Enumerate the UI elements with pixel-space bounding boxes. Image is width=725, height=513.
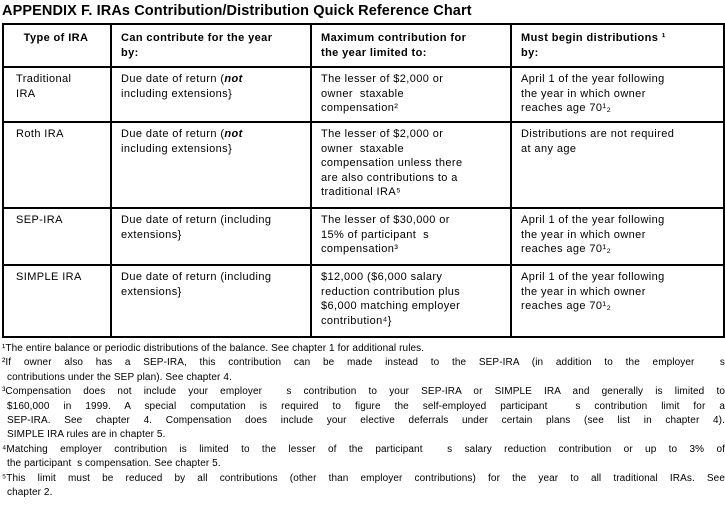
text-line: extensions} [121,228,182,241]
text-line: Roth IRA [16,128,64,140]
cell-ira-type [3,122,111,208]
text-line: including extensions} [121,142,233,155]
text-line: the participant s compensation. See chapter 5. [7,458,221,470]
text-line: Can contribute for the year [121,32,273,44]
footnote [2,342,725,356]
text-line: chapter 2. [7,487,53,499]
text-line: ⁵This limit must be reduced by all contributions (other than employer contributions) for the year to all traditional IRAs. See [2,472,725,484]
cell-ira-type [3,208,111,265]
text-line: by: [521,46,539,59]
cell-distributions [511,265,724,337]
text-line: are also contributions to a [321,171,458,184]
text-line: April 1 of the year following [521,214,665,226]
text-line: traditional IRA⁵ [321,186,402,198]
text-line [121,270,304,285]
cell-maximum-contribution [311,208,511,265]
header-can-contribute [111,24,311,67]
text-line: contribution⁴} [321,314,392,327]
text-line: $6,000 matching employer [321,300,461,312]
text-line: $160,000 in 1999. A special computation is required to figure the self-employed participant s contribution limit for a [7,400,725,412]
text-line: Distributions are not required [521,128,675,140]
text-line [121,127,304,142]
footnote [2,443,725,472]
text-line: compensation unless there [321,157,463,169]
text-line: the year in which owner [521,228,646,241]
text-line: at any age [521,142,577,155]
text-line: reaches age 70¹₂ [521,243,612,255]
header-type-of-ira [3,24,111,67]
contribute-emphasis: not [224,128,243,140]
text-line: Type of IRA [23,32,89,44]
page-title: APPENDIX F. IRAs Contribution/Distribution Quick Reference Chart [2,3,472,19]
text-line: reaches age 70¹₂ [521,102,612,114]
text-line: SEP-IRA [16,214,63,226]
text-line: extensions} [121,285,182,298]
text-line: compensation³ [321,243,399,255]
text-line: SIMPLE IRA rules are in chapter 5. [7,429,166,441]
text-line: April 1 of the year following [521,73,665,85]
contribute-text: Due date of return ( [121,128,225,140]
cell-contribute-by [111,265,311,337]
text-line: ¹The entire balance or periodic distributions of the balance. See chapter 1 for additional rules. [2,343,425,354]
text-line: IRA [16,87,36,100]
text-line: ⁴Matching employer contribution is limited to the lesser of the participant s salary reduction contribution or up to 3% of [2,443,725,455]
text-line: owner staxable [321,142,405,155]
text-line: compensation² [321,102,399,114]
contribute-text: Due date of return ( [121,73,225,85]
cell-distributions [511,67,724,122]
text-line: by: [121,46,139,59]
text-line: the year in which owner [521,87,646,100]
contribute-text: Due date of return (including [121,214,272,226]
cell-maximum-contribution [311,265,511,337]
footnote [2,472,725,501]
table-row-roth-ira [3,122,724,208]
text-line: The lesser of $30,000 or [321,214,450,226]
text-line: reduction contribution plus [321,285,461,298]
contribute-emphasis: not [224,73,243,85]
cell-distributions [511,208,724,265]
cell-maximum-contribution [311,67,511,122]
cell-contribute-by [111,67,311,122]
table-row-traditional-ira [3,67,724,122]
text-line: including extensions} [121,87,233,100]
text-line [121,72,304,87]
cell-maximum-contribution [311,122,511,208]
cell-ira-type [3,67,111,122]
text-line: April 1 of the year following [521,271,665,283]
cell-ira-type [3,265,111,337]
text-line: the year limited to: [321,46,427,59]
cell-contribute-by [111,208,311,265]
text-line: The lesser of $2,000 or [321,128,444,140]
contribute-text: Due date of return (including [121,271,272,283]
header-maximum-contribution [311,24,511,67]
text-line [121,213,304,228]
text-line: Maximum contribution for [321,32,467,44]
text-line: ²If owner also has a SEP-IRA, this contribution can be made instead to the SEP-IRA (in addition to the employer s [2,357,725,369]
footnote [2,385,725,443]
text-line: SEP-IRA. See chapter 4. Compensation does include your elective deferrals under certain plans (see list in chapter 4). [7,415,725,427]
footnote [2,356,725,385]
table-row-sep-ira [3,208,724,265]
cell-distributions [511,122,724,208]
footnotes-section [2,342,725,500]
text-line: reaches age 70¹₂ [521,300,612,312]
text-line: owner staxable [321,87,405,100]
text-line: Must begin distributions ¹ [521,32,666,44]
text-line: SIMPLE IRA [16,271,82,283]
text-line: $12,000 ($6,000 salary [321,271,443,283]
ira-reference-table [2,23,725,338]
text-line: Traditional [16,73,72,85]
text-line: ³Compensation does not include your employer s contribution to your SEP-IRA or SIMPLE IRA and generally is limited to [2,386,725,398]
header-must-begin-distributions [511,24,724,67]
text-line: The lesser of $2,000 or [321,73,444,85]
table-header-row [3,24,724,67]
text-line: contributions under the SEP plan). See chapter 4. [7,371,232,383]
text-line: the year in which owner [521,285,646,298]
cell-contribute-by [111,122,311,208]
text-line: 15% of participant s [321,228,430,241]
table-row-simple-ira [3,265,724,337]
